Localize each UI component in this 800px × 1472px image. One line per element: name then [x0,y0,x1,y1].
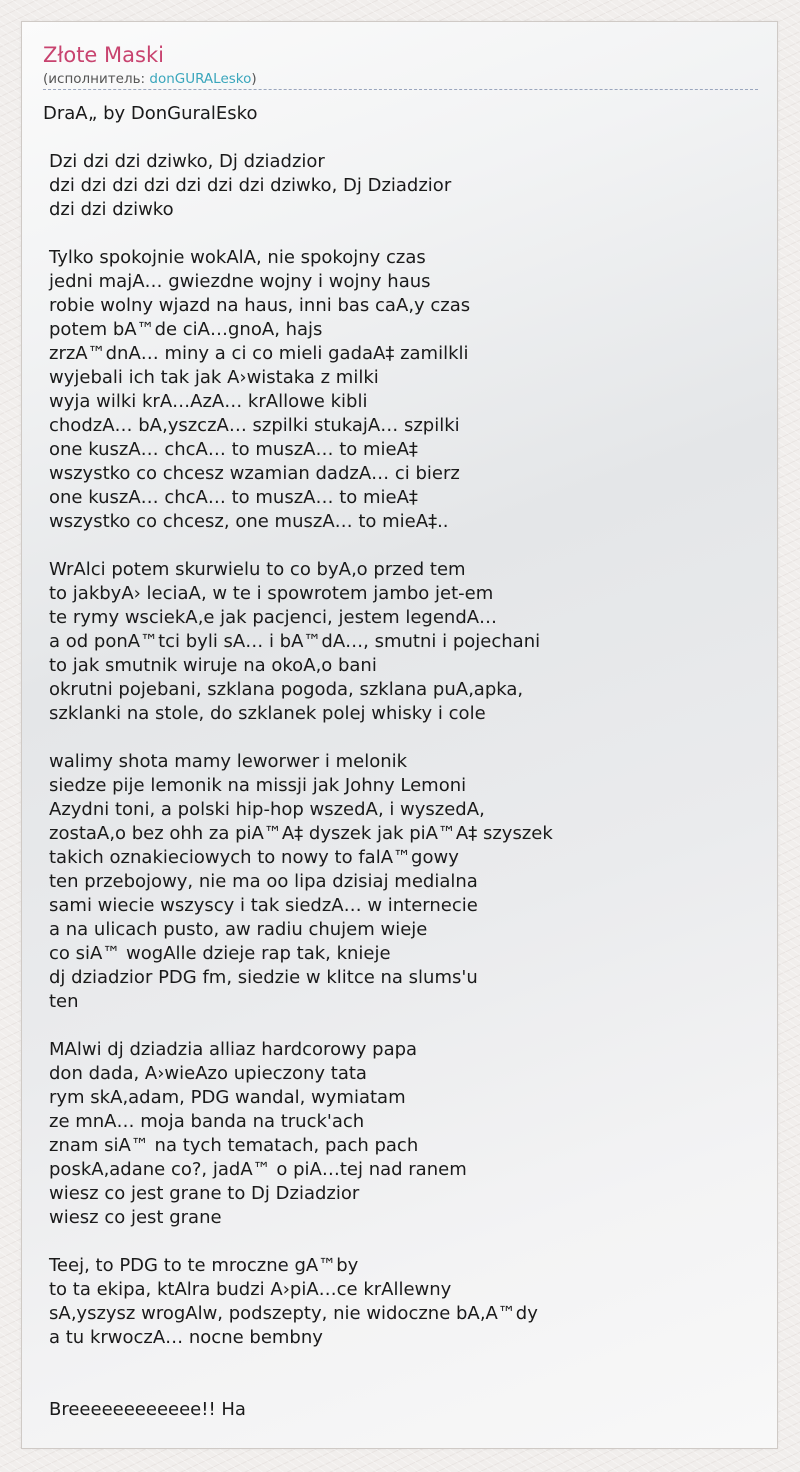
header-divider [43,89,758,90]
performer-prefix: (исполнитель: [43,71,150,87]
song-title: Złote Maski [43,43,164,67]
lyrics-text: Dzi dzi dzi dziwko, Dj dziadzior dzi dzi dzi dzi dzi dzi dzi dziwko, Dj Dziadzior dzi dzi dziwko Tylko spokojnie wokAlA, nie spokojny czas jedni majA… gwiezdne wojny i wojny haus robie wolny wjazd na haus, inni bas caA‚y czas potem bA™de ciA…gnoA‚ hajs zrzA™dnA… miny a ci co mieli gadaA‡ zamilkli wyjebali ich tak jak A›wistaka z milki wyja wilki krA…AzA… krAllowe kibli chodzA… bA‚yszczA… szpilki stukajA… szpilki one kuszA… chcA… to muszA… to mieA‡ wszystko co chcesz wzamian dadzA… ci bierz one kuszA… chcA… to muszA… to mieA‡ wszystko co chcesz, one muszA… to mieA‡.. WrAlci potem skurwielu to co byA‚o przed tem to jakbyA› leciaA‚ w te i spowrotem jambo jet-em te rymy wsciekA‚e jak pacjenci, jestem legendA… a od ponA™tci byli sA… i bA™dA…, smutni i pojechani to jak smutnik wiruje na okoA‚o bani okrutni pojebani, szklana pogoda, szklana puA‚apka, szklanki na stole, do szklanek polej whisky i cole walimy shota mamy leworwer i melonik siedze pije lemonik na missji jak Johny Lemoni Azydni toni, a polski hip-hop wszedA‚ i wyszedA‚ zostaA‚o bez ohh za piA™A‡ dyszek jak piA™A‡ szyszek takich oznakieciowych to nowy to falA™gowy ten przebojowy, nie ma oo lipa dzisiaj medialna sami wiecie wszyscy i tak siedzA… w internecie a na ulicach pusto, aw radiu chujem wieje co siA™ wogAlle dzieje rap tak, knieje dj dziadzior PDG fm, siedzie w klitce na slums'u ten MAlwi dj dziadzia alliaz hardcorowy papa don dada, A›wieAzo upieczony tata rym skA‚adam, PDG wandal, wymiatam ze mnA… moja banda na truck'ach znam siA™ na tych tematach, pach pach poskA‚adane co?, jadA™ o piA…tej nad ranem wiesz co jest grane to Dj Dziadzior wiesz co jest grane Teej, to PDG to te mroczne gA™by to ta ekipa, ktAlra budzi A›piA…ce krAllewny sA‚yszysz wrogAlw, podszepty, nie widoczne bA‚A™dy a tu krwoczA… nocne bembny Breeeeeeeeeeee!! Ha [49,151,553,1420]
performer-line [43,70,257,88]
lyrics-card [21,21,778,1449]
performer-suffix: ) [251,71,257,87]
lyrics-subtitle: DraA„ by DonGuralEsko [43,103,258,124]
artist-link[interactable]: donGURALesko [149,71,252,87]
